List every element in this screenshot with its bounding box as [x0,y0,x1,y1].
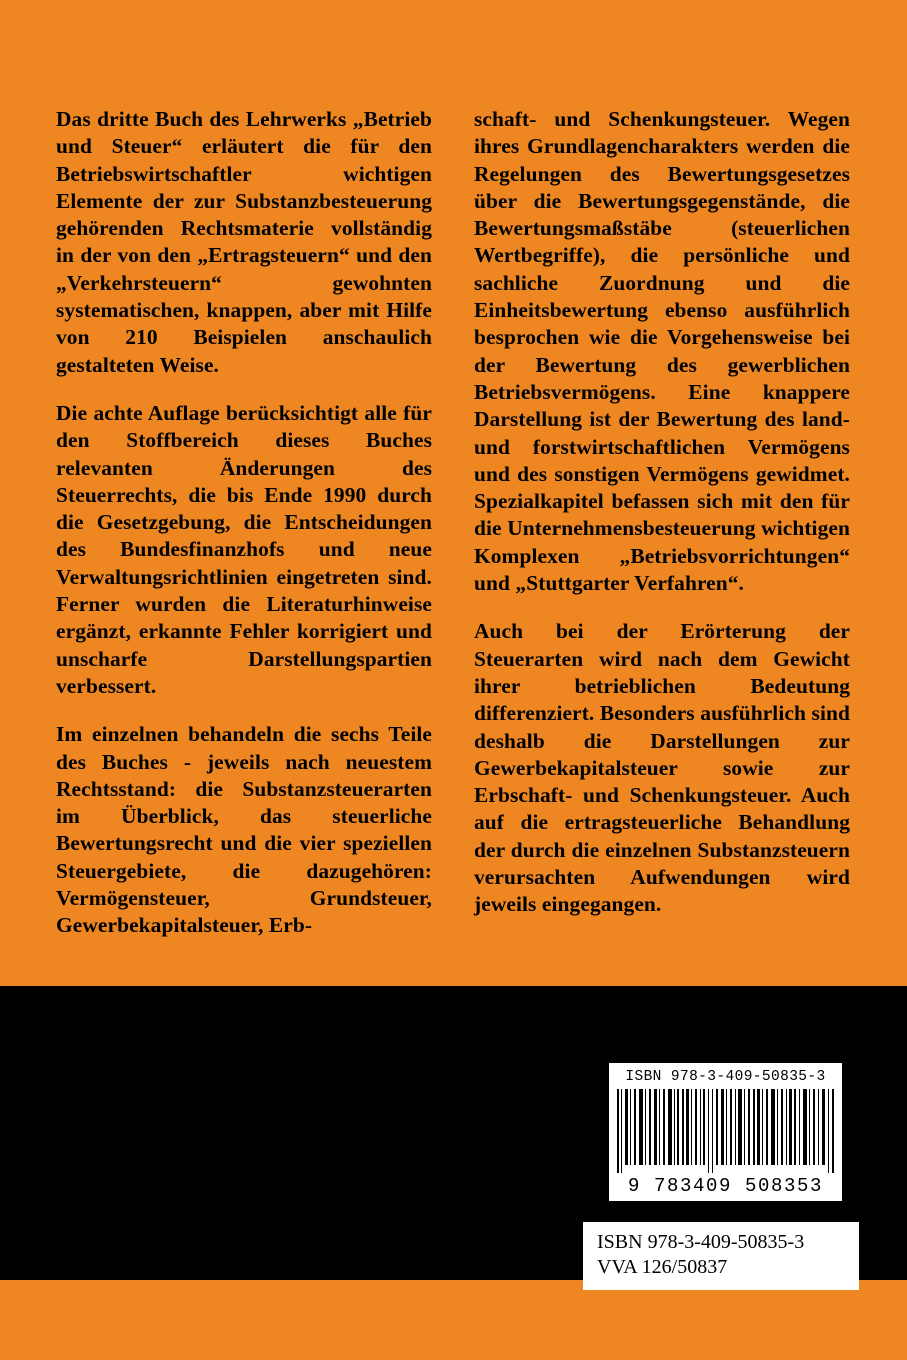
vva-code-text: VVA 126/50837 [597,1256,728,1278]
blurb-paragraph: Im einzelnen behandeln die sechs Teile des Buches - jeweils nach neuestem Rechtsstand: die Substanzsteuerarten im Überblick, das steuerliche Bewertungsrecht und die vier speziellen Steuergebiete, die dazugehören: Vermögensteuer, Grundsteuer, Gewerbekapitalsteuer, Erb- [56,722,432,938]
barcode-block [609,1063,842,1201]
blurb-paragraph: schaft- und Schenkungsteuer. Wegen ihres Grundlagencharakters werden die Regelungen des Bewertungsgesetzes über die Bewertungsgegenstände, die Bewertungsmaßstäbe (steuerlichen Wertbegriffe), die persönliche und sachliche Zuordnung und die Einheitsbewertung ebenso ausführlich besprochen wie die Vorgehensweise bei der Bewertung des gewerblichen Betriebsvermögens. Eine knappere Darstellung ist der Bewertung des land- und forstwirtschaftlichen Vermögens und des sonstigen Vermögens gewidmet. Spezialkapitel befassen sich mit den für die Unternehmensbesteuerung wichtigen Komplexen „Betriebsvorrichtungen“ und „Stuttgarter Verfahren“. [474,107,850,596]
blurb-paragraph: Auch bei der Erörterung der Steuerarten wird nach dem Gewicht ihrer betrieblichen Bedeutung differenziert. Besonders ausführlich sind deshalb die Darstellungen zur Gewerbekapitalsteuer sowie zur Erbschaft- und Schenkungsteuer. Auch auf die ertragsteuerliche Behandlung der durch die einzelnen Substanzsteuern verursachten Aufwendungen wird jeweils eingegangen. [474,619,850,917]
barcode-isbn-text: ISBN 978-3-409-50835-3 [625,1069,826,1085]
blurb-text-area [56,106,851,940]
blurb-right-column [474,106,850,940]
barcode-digits-text: 9 783409 508353 [627,1175,824,1197]
blurb-left-column [56,106,432,940]
barcode-bars-icon [617,1089,834,1173]
blurb-paragraph: Die achte Auflage berücksichtigt alle für den Stoffbereich dieses Buches relevanten Änderungen des Steuerrechts, die bis Ende 1990 durch die Gesetzgebung, die Entscheidungen des Bundesfinanzhofs und neue Verwaltungsrichtlinien eingetreten sind. Ferner wurden die Literaturhinweise ergänzt, erkannte Fehler korrigiert und unscharfe Darstellungspartien verbessert. [56,400,432,698]
blurb-paragraph: Das dritte Buch des Lehrwerks „Betrieb und Steuer“ erläutert die für den Betriebswirtschaftler wichtigen Elemente der zur Substanzbesteuerung gehörenden Rechtsmaterie vollständig in der von den „Ertragsteuern“ und den „Verkehrsteuern“ gewohnten systematischen, knappen, aber mit Hilfe von 210 Beispielen anschaulich gestalteten Weise. [56,107,432,377]
isbn-label-block [583,1222,859,1290]
isbn-number-text: ISBN 978-3-409-50835-3 [597,1231,805,1253]
